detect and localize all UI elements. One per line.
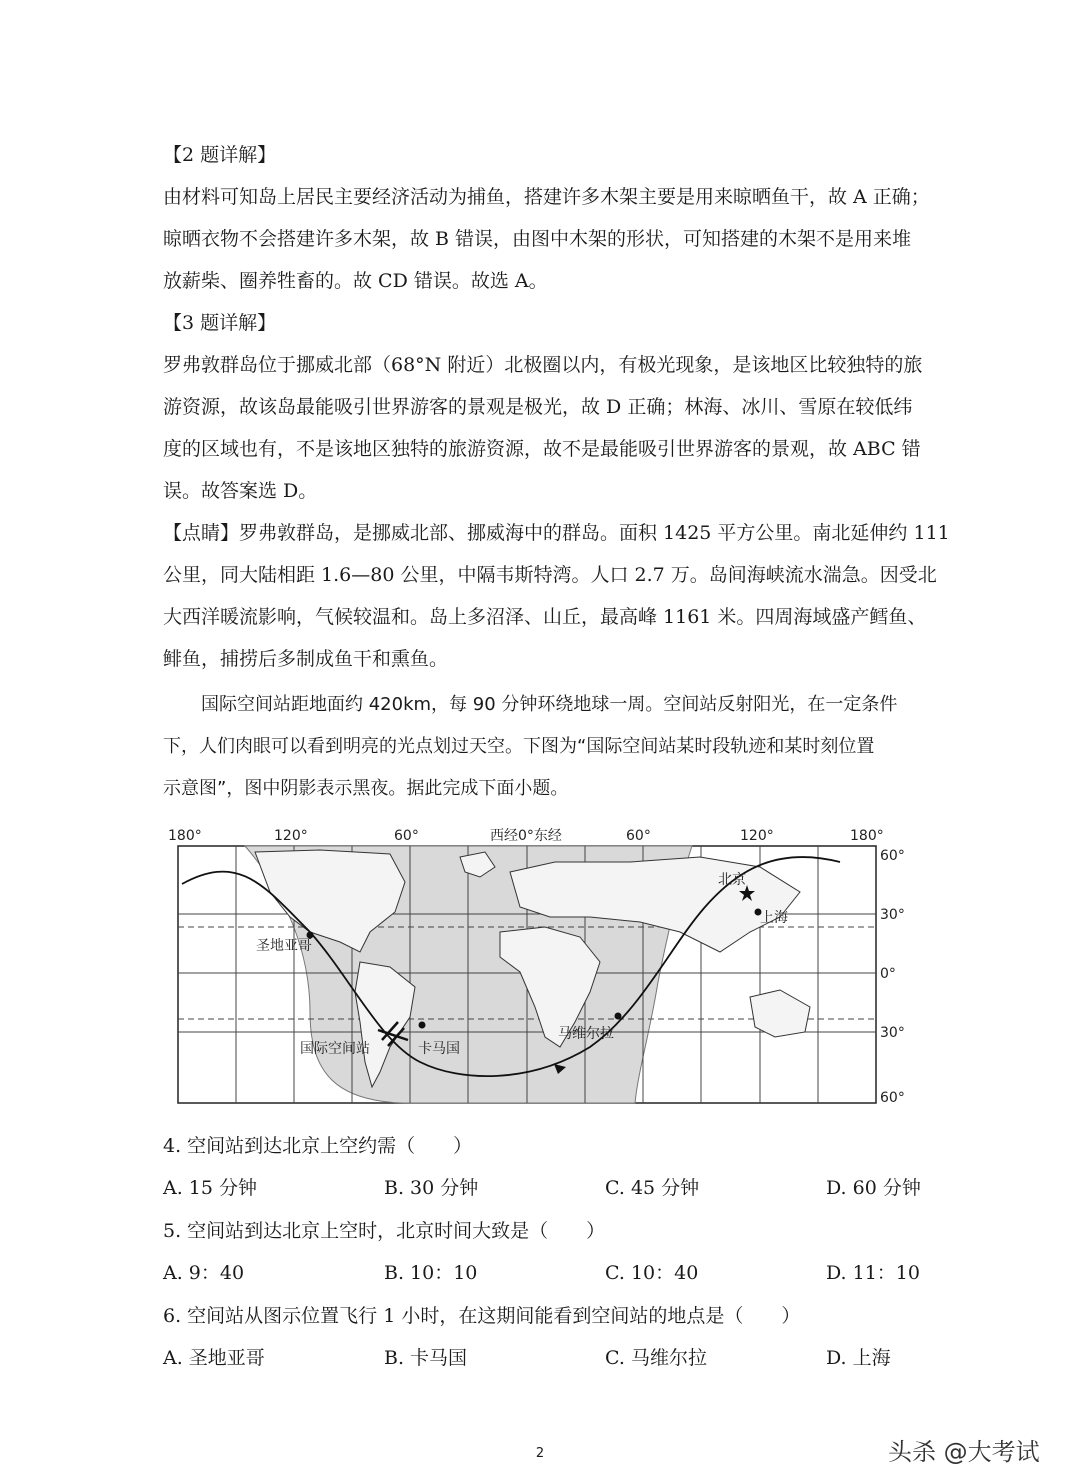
section-2-line: 由材料可知岛上居民主要经济活动为捕鱼，搭建许多木架主要是用来晾晒鱼干，故 A 正确；: [163, 186, 930, 208]
tip-line: 鲱鱼，捕捞后多制成鱼干和熏鱼。: [163, 648, 449, 670]
question-5-options: [163, 1258, 923, 1298]
beijing-label: 北京: [718, 872, 746, 888]
intro-line: 示意图”，图中阴影表示黑夜。据此完成下面小题。: [163, 778, 569, 799]
intro-paragraph: [163, 684, 923, 810]
intro-line: 国际空间站距地面约 420km，每 90 分钟环绕地球一周。空间站反射阳光，在一定条件: [201, 694, 898, 715]
question-4-stem: 4. 空间站到达北京上空约需（ ）: [163, 1135, 473, 1157]
maevatanana-marker: [615, 1013, 622, 1020]
tip-line: 公里，同大陆相距 1.6—80 公里，中隔韦斯特湾。人口 2.7 万。岛间海峡流水湍急。因受北: [163, 564, 937, 586]
lat-label-60n: 60°: [880, 848, 905, 864]
section-3-line: 度的区域也有，不是该地区独特的旅游资源，故不是最能吸引世界游客的景观，故 ABC 错: [163, 438, 921, 460]
section-3-line: 罗弗敦群岛位于挪威北部（68°N 附近）北极圈以内，有极光现象，是该地区比较独特的旅: [163, 354, 923, 376]
iss-label: 国际空间站: [300, 1041, 370, 1057]
camaguey-label: 卡马国: [418, 1041, 460, 1057]
lon-label-120e: 120°: [740, 828, 774, 844]
question-6-options: [163, 1343, 923, 1383]
tip-section: [163, 512, 950, 680]
q4-option-d[interactable]: D. 60 分钟: [826, 1177, 921, 1199]
q6-option-a[interactable]: A. 圣地亚哥: [163, 1347, 265, 1369]
iss-orbit-map: [160, 822, 920, 1107]
page-number: 2: [535, 1446, 545, 1461]
q6-option-b[interactable]: B. 卡马国: [384, 1347, 468, 1369]
lat-label-60s: 60°: [880, 1090, 905, 1106]
question-4-options: [163, 1173, 923, 1213]
intro-line: 下，人们肉眼可以看到明亮的光点划过天空。下图为“国际空间站某时段轨迹和某时刻位置: [163, 736, 875, 757]
tip-line: 大西洋暖流影响，气候较温和。岛上多沼泽、山丘，最高峰 1161 米。四周海域盛产鳕鱼、: [163, 606, 927, 628]
lon-label-60e: 60°: [626, 828, 651, 844]
q5-option-a[interactable]: A. 9：40: [163, 1262, 245, 1284]
section-3-line: 误。故答案选 D。: [163, 480, 318, 502]
q4-option-c[interactable]: C. 45 分钟: [605, 1177, 700, 1199]
lat-label-0: 0°: [880, 966, 896, 982]
section-2-line: 放薪柴、圈养牲畜的。故 CD 错误。故选 A。: [163, 270, 548, 292]
q5-option-c[interactable]: C. 10：40: [605, 1262, 699, 1284]
q4-option-a[interactable]: A. 15 分钟: [163, 1177, 258, 1199]
watermark: 头杀 @大考试: [888, 1438, 1040, 1466]
lon-label-180w: 180°: [168, 828, 202, 844]
shanghai-label: 上海: [760, 910, 788, 926]
q6-option-c[interactable]: C. 马维尔拉: [605, 1347, 707, 1369]
q4-option-b[interactable]: B. 30 分钟: [384, 1177, 479, 1199]
maevatanana-label: 马维尔拉: [558, 1026, 614, 1042]
q5-option-d[interactable]: D. 11：10: [826, 1262, 920, 1284]
lon-label-60w: 60°: [394, 828, 419, 844]
tip-line: 【点睛】罗弗敦群岛，是挪威北部、挪威海中的群岛。面积 1425 平方公里。南北延伸约 111: [163, 522, 950, 544]
section-2-line: 晾晒衣物不会搭建许多木架，故 B 错误，由图中木架的形状，可知搭建的木架不是用来堆: [163, 228, 912, 250]
lon-label-180e: 180°: [850, 828, 884, 844]
santiago-label: 圣地亚哥: [256, 938, 312, 954]
camaguey-marker: [419, 1022, 426, 1029]
section-3: [163, 302, 923, 512]
section-2: [163, 134, 930, 302]
section-3-heading: 【3 题详解】: [163, 312, 277, 334]
question-5-stem: 5. 空间站到达北京上空时，北京时间大致是（ ）: [163, 1220, 606, 1242]
section-3-line: 游资源，故该岛最能吸引世界游客的景观是极光，故 D 正确；林海、冰川、雪原在较低纬: [163, 396, 913, 418]
section-2-heading: 【2 题详解】: [163, 144, 277, 166]
lat-label-30n: 30°: [880, 907, 905, 923]
q6-option-d[interactable]: D. 上海: [826, 1347, 891, 1369]
q5-option-b[interactable]: B. 10：10: [384, 1262, 478, 1284]
question-6-stem: 6. 空间站从图示位置飞行 1 小时，在这期间能看到空间站的地点是（ ）: [163, 1305, 801, 1327]
lon-label-120w: 120°: [274, 828, 308, 844]
lon-label-0: 西经0°东经: [490, 828, 562, 844]
lat-label-30s: 30°: [880, 1025, 905, 1041]
